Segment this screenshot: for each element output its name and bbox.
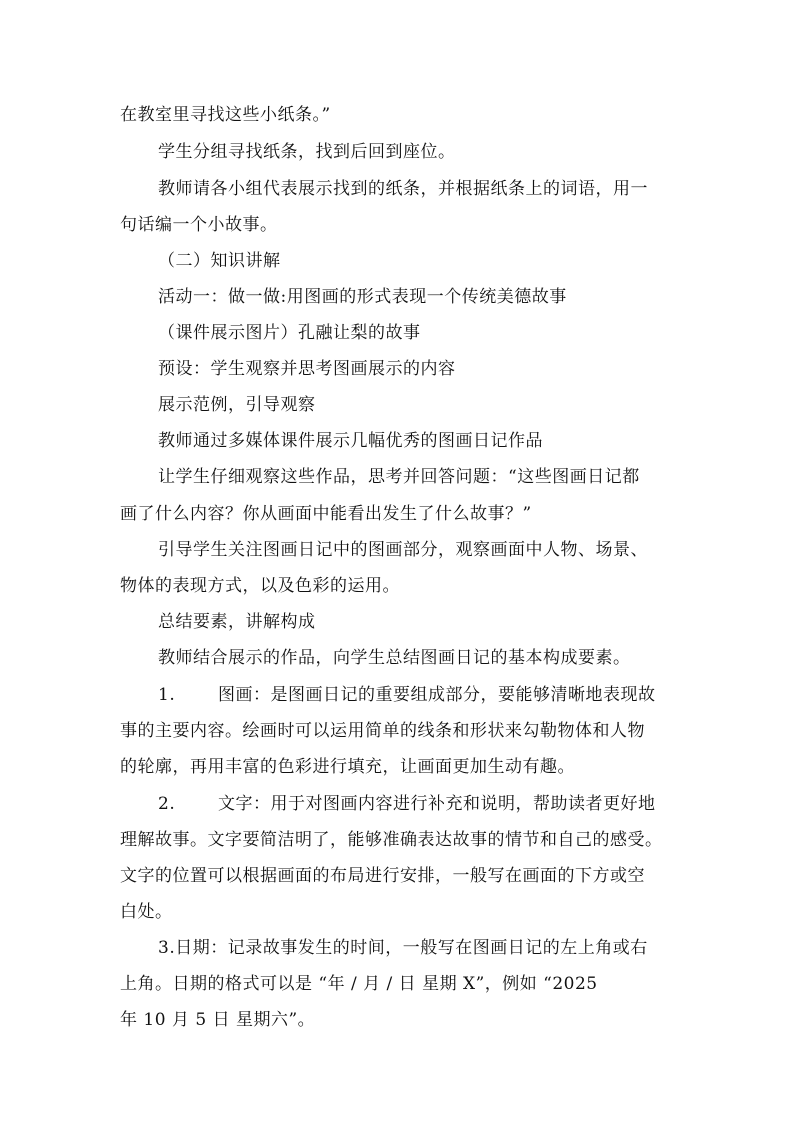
list-item (158, 677, 680, 713)
paragraph-line: 教师请各小组代表展示找到的纸条，并根据纸条上的词语，用一 (158, 179, 648, 199)
paragraph-line: 让学生仔细观察这些作品，思考并回答问题：“这些图画日记都 (158, 467, 640, 487)
paragraph-line: 活动一：做一做:用图画的形式表现一个传统美德故事 (158, 287, 567, 307)
paragraph-line: 物体的表现方式，以及色彩的运用。 (120, 576, 400, 596)
list-number: 2. (158, 794, 176, 814)
paragraph-line: 展示范例，引导观察 (158, 395, 316, 415)
paragraph-line: 上角。日期的格式可以是 “年 / 月 / 日 星期 X”，例如 “2025 (120, 974, 598, 994)
paragraph-line: 句话编一个小故事。 (120, 215, 278, 235)
paragraph-line: （课件展示图片）孔融让梨的故事 (158, 323, 421, 343)
paragraph-line: 预设：学生观察并思考图画展示的内容 (158, 359, 456, 379)
paragraph-line: 在教室里寻找这些小纸条。” (120, 105, 331, 125)
list-item: 3.日期：记录故事发生的时间，一般写在图画日记的左上角或右 (158, 938, 648, 958)
paragraph-line: 的轮廓，再用丰富的色彩进行填充，让画面更加生动有趣。 (120, 757, 575, 777)
paragraph-line: 白处。 (120, 902, 173, 922)
paragraph-line: 理解故事。文字要简洁明了，能够准确表达故事的情节和自己的感受。 (120, 830, 663, 850)
list-item-text: 文字：用于对图画内容进行补充和说明，帮助读者更好地 (218, 794, 656, 814)
list-item (158, 786, 680, 822)
paragraph-line: 引导学生关注图画日记中的图画部分，观察画面中人物、场景、 (158, 540, 648, 560)
paragraph-line: 教师通过多媒体课件展示几幅优秀的图画日记作品 (158, 431, 543, 451)
list-item-text: 图画：是图画日记的重要组成部分，要能够清晰地表现故 (218, 685, 656, 705)
paragraph-line: 教师结合展示的作品，向学生总结图画日记的基本构成要素。 (158, 648, 631, 668)
section-heading: （二）知识讲解 (158, 251, 281, 271)
list-number: 1. (158, 685, 176, 705)
paragraph-line: 事的主要内容。绘画时可以运用简单的线条和形状来勾勒物体和人物 (120, 721, 645, 741)
paragraph-line: 总结要素，讲解构成 (158, 612, 316, 632)
paragraph-line: 文字的位置可以根据画面的布局进行安排，一般写在画面的下方或空 (120, 866, 645, 886)
paragraph-line: 画了什么内容？你从画面中能看出发生了什么故事？” (120, 504, 532, 524)
paragraph-line: 年 10 月 5 日 星期六”。 (120, 1010, 316, 1030)
paragraph-line: 学生分组寻找纸条，找到后回到座位。 (158, 142, 456, 162)
